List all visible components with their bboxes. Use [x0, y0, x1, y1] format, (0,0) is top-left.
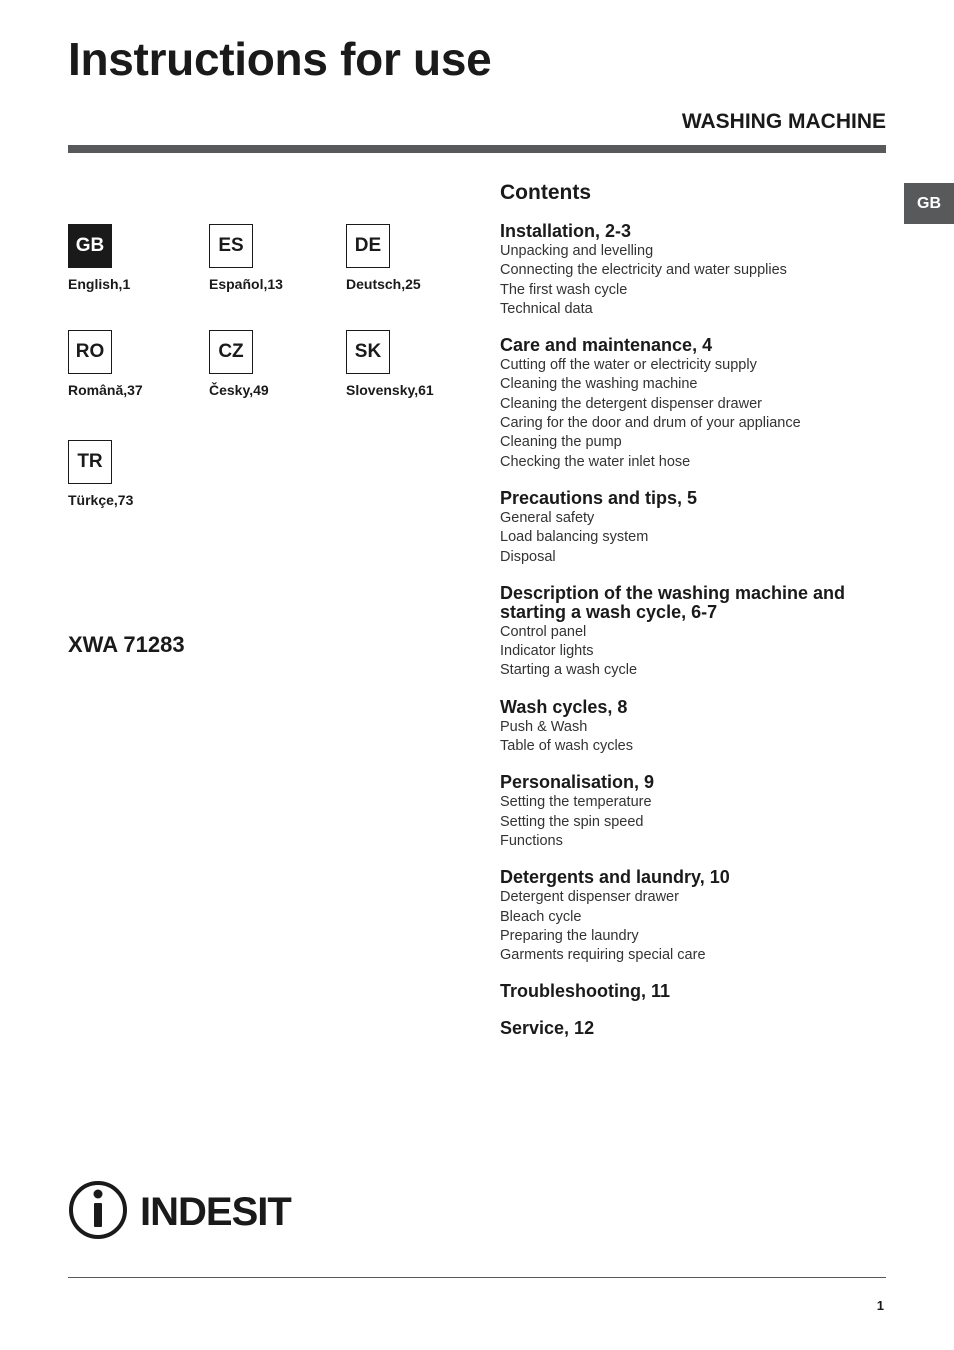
language-button-sk[interactable]: SK [346, 330, 390, 374]
toc-item[interactable]: Cleaning the detergent dispenser drawer [500, 395, 762, 412]
language-sk [346, 330, 434, 398]
indesit-logo-mark [71, 1183, 125, 1237]
language-button-gb[interactable]: GB [68, 224, 112, 268]
language-label-es: Español,13 [209, 276, 283, 292]
page-title: Instructions for use [68, 33, 492, 85]
language-label-sk: Slovensky,61 [346, 382, 434, 398]
toc-item[interactable]: Starting a wash cycle [500, 662, 638, 679]
toc-item[interactable]: Setting the temperature [500, 794, 652, 811]
toc-heading[interactable]: Precautions and tips, 5 [500, 487, 698, 508]
toc-section-wash-cycles [500, 698, 880, 757]
toc-item[interactable]: Load balancing system [500, 529, 649, 546]
toc-section-care [500, 336, 880, 472]
language-button-es[interactable]: ES [209, 224, 253, 268]
toc-section-installation [500, 222, 880, 319]
toc-item[interactable]: Indicator lights [500, 643, 594, 660]
toc-item[interactable]: Technical data [500, 300, 593, 317]
language-button-ro[interactable]: RO [68, 330, 112, 374]
language-tr [68, 440, 133, 508]
toc-item[interactable]: Garments requiring special care [500, 947, 706, 964]
toc-item[interactable]: Preparing the laundry [500, 927, 639, 944]
language-de [346, 224, 421, 292]
language-button-de[interactable]: DE [346, 224, 390, 268]
toc-heading[interactable]: Description of the washing machine and starting a wash cycle, 6-7 [500, 582, 846, 622]
toc-item[interactable]: Detergent dispenser drawer [500, 889, 679, 906]
header-divider [68, 145, 886, 153]
toc-section-service [500, 1019, 880, 1039]
toc-item[interactable]: The first wash cycle [500, 281, 628, 298]
toc-heading[interactable]: Detergents and laundry, 10 [500, 867, 730, 888]
svg-text:INDESIT: INDESIT [140, 1190, 291, 1234]
toc-heading[interactable]: Service, 12 [500, 1018, 595, 1039]
language-button-cz[interactable]: CZ [209, 330, 253, 374]
toc-item[interactable]: Caring for the door and drum of your appliance [500, 415, 801, 432]
language-label-tr: Türkçe,73 [68, 492, 134, 508]
toc-section-troubleshooting [500, 982, 880, 1002]
toc-item[interactable]: Cleaning the pump [500, 434, 622, 451]
toc-item[interactable]: Checking the water inlet hose [500, 453, 691, 470]
toc-item[interactable]: Setting the spin speed [500, 813, 644, 830]
footer-divider [68, 1277, 886, 1278]
toc-section-detergents [500, 868, 880, 965]
toc-item[interactable]: Table of wash cycles [500, 738, 633, 755]
toc-heading[interactable]: Installation, 2-3 [500, 221, 632, 241]
toc-item[interactable]: Control panel [500, 623, 587, 640]
language-label-ro: Română,37 [68, 382, 143, 398]
product-type: WASHING MACHINE [681, 110, 886, 133]
toc-item[interactable]: Cutting off the water or electricity supply [500, 357, 757, 374]
language-es [209, 224, 283, 292]
language-label-gb: English,1 [68, 276, 131, 292]
language-side-tab: GB [904, 183, 954, 224]
toc-section-personalisation [500, 773, 880, 851]
language-ro [68, 330, 143, 398]
toc-heading[interactable]: Wash cycles, 8 [500, 696, 628, 717]
language-gb [68, 224, 130, 292]
toc-heading[interactable]: Troubleshooting, 11 [500, 981, 671, 1002]
toc-item[interactable]: Push & Wash [500, 718, 588, 735]
language-button-tr[interactable]: TR [68, 440, 112, 484]
toc-item[interactable]: Connecting the electricity and water supplies [500, 262, 787, 279]
toc-item[interactable]: General safety [500, 509, 595, 526]
language-cz [209, 330, 269, 398]
model-number: XWA 71283 [68, 632, 185, 657]
language-label-de: Deutsch,25 [346, 276, 421, 292]
toc-heading[interactable]: Care and maintenance, 4 [500, 335, 713, 356]
toc-section-precautions [500, 489, 880, 567]
indesit-logo [68, 1180, 300, 1240]
toc-item[interactable]: Functions [500, 832, 563, 849]
table-of-contents [500, 222, 880, 1056]
toc-item[interactable]: Cleaning the washing machine [500, 376, 698, 393]
toc-item[interactable]: Unpacking and levelling [500, 243, 654, 259]
contents-title: Contents [500, 181, 591, 204]
language-label-cz: Česky,49 [209, 382, 269, 398]
toc-item[interactable]: Bleach cycle [500, 908, 582, 925]
toc-item[interactable]: Disposal [500, 548, 556, 565]
page-number: 1 [876, 1298, 884, 1313]
toc-heading[interactable]: Personalisation, 9 [500, 772, 655, 793]
toc-section-description [500, 584, 880, 681]
